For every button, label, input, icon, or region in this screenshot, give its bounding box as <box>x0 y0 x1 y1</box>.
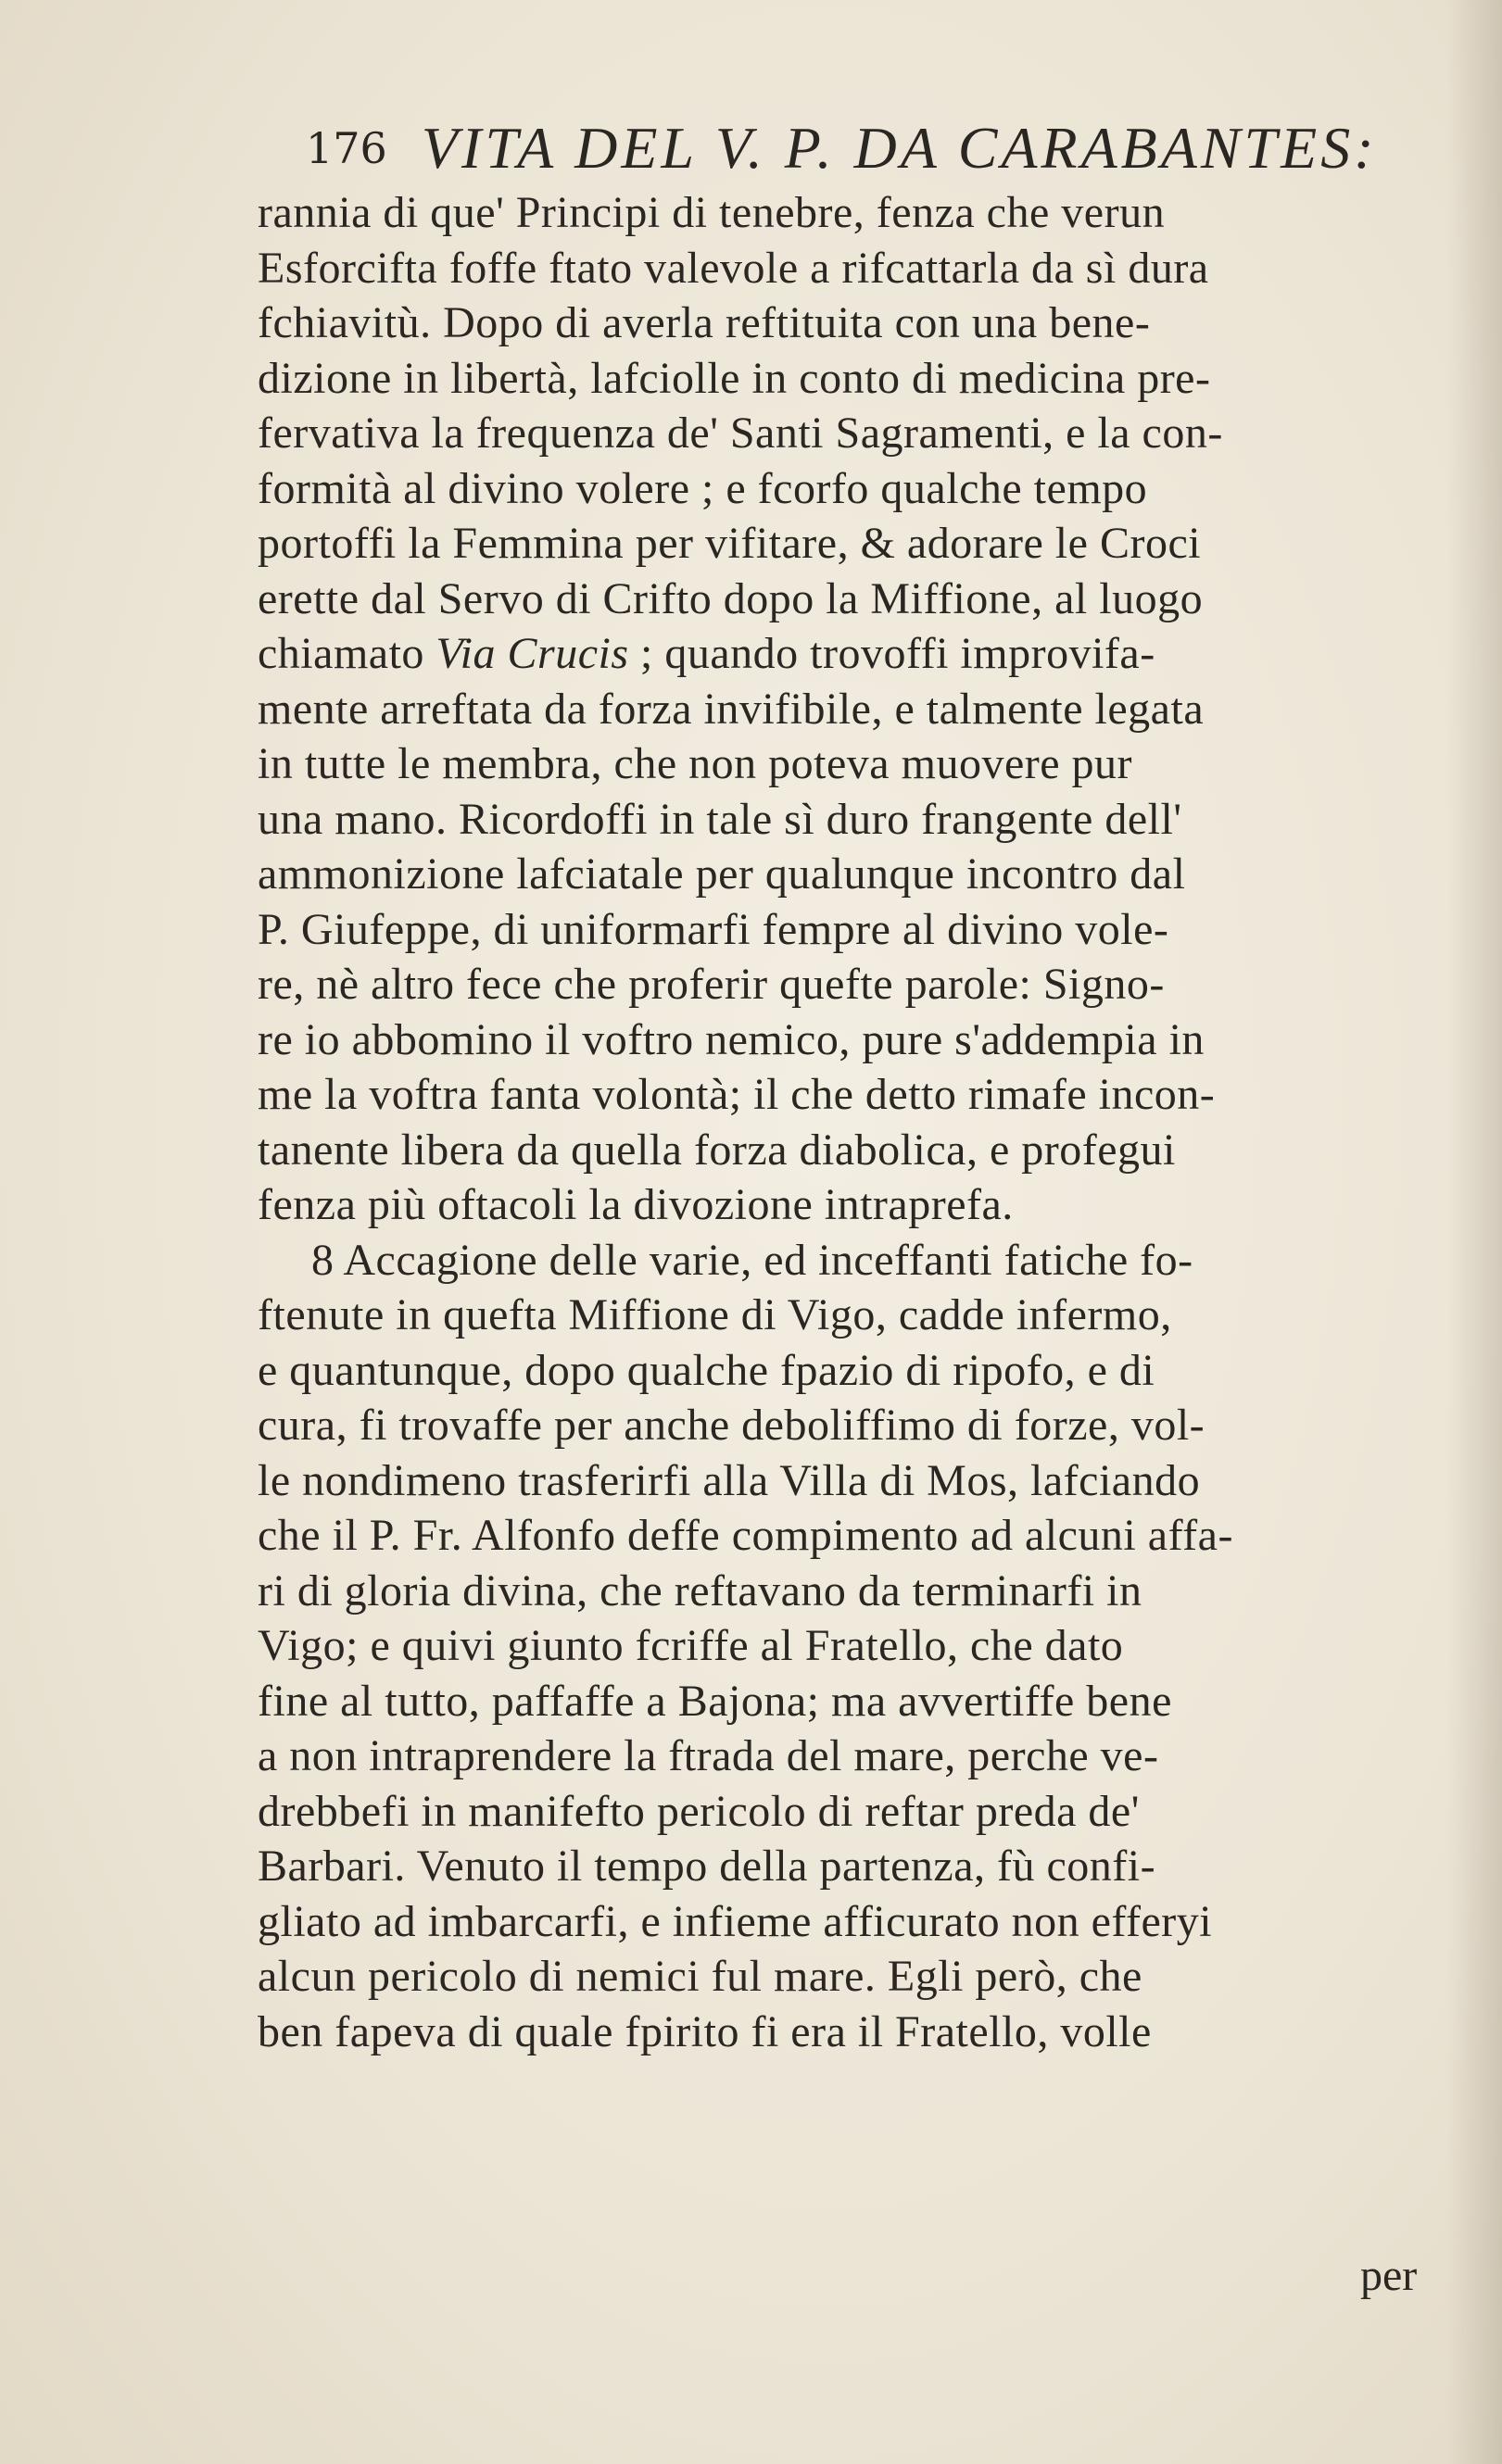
text-line: dizione in libertà, lafciolle in conto di medicina pre- <box>258 353 1211 403</box>
text-line: alcun pericolo di nemici ful mare. Egli però, che <box>258 1952 1142 2001</box>
text-line: portoffi la Femmina per vifitare, & adorare le Croci <box>258 519 1202 568</box>
text-line: fine al tutto, paffaffe a Bajona; ma avvertiffe bene <box>258 1676 1172 1726</box>
text-line: rannia di que' Principi di tenebre, fenza che verun <box>258 188 1166 237</box>
text-line: P. Giufeppe, di uniformarfi fempre al divino vole- <box>258 904 1169 954</box>
catchword: per <box>1360 2251 1418 2300</box>
text-line: Barbari. Venuto il tempo della partenza, fù confi- <box>258 1842 1156 1891</box>
text-segment: chiamato <box>258 629 436 678</box>
text-line: me la voftra fanta volontà; il che detto rimafe incon- <box>258 1070 1216 1119</box>
text-line: erette dal Servo di Crifto dopo la Miffione, al luogo <box>258 573 1204 623</box>
text-line: mente arreftata da forza invifibile, e talmente legata <box>258 684 1205 734</box>
text-line: e quantunque, dopo qualche fpazio di ripofo, e di <box>258 1345 1155 1395</box>
text-line: ben fapeva di quale fpirito fi era il Fratello, volle <box>258 2006 1152 2056</box>
running-head: VITA DEL V. P. DA CARABANTES: <box>421 115 1378 181</box>
text-line: che il P. Fr. Alfonfo deffe compimento ad alcuni affa- <box>258 1511 1233 1560</box>
text-line: formità al divino volere ; e fcorfo qualche tempo <box>258 463 1148 513</box>
text-line: re, nè altro fece che proferir quefte parole: Signo- <box>258 960 1165 1009</box>
text-line <box>258 626 1497 682</box>
page-header <box>306 111 1501 185</box>
text-line: una mano. Ricordoffi in tale sì duro frangente dell' <box>258 794 1182 844</box>
text-line: fenza più oftacoli la divozione intraprefa. <box>258 1180 1014 1229</box>
text-line: drebbefi in manifefto pericolo di reftar preda de' <box>258 1786 1140 1836</box>
text-line: a non intraprendere la ftrada del mare, perche ve- <box>258 1731 1159 1780</box>
text-line: ri di gloria divina, che reftavano da terminarfi in <box>258 1565 1142 1615</box>
italic-phrase-via-crucis: Via Crucis <box>435 629 629 678</box>
page-number: 176 <box>306 123 387 173</box>
text-line: gliato ad imbarcarfi, e infieme afficurato non efferyi <box>258 1896 1213 1946</box>
text-line: Esforcifta foffe ftato valevole a rifcattarla da sì dura <box>258 243 1209 293</box>
text-line: fervativa la frequenza de' Santi Sagramenti, e la con- <box>258 409 1223 458</box>
text-line: cura, fi trovaffe per anche deboliffimo di forze, vol- <box>258 1401 1205 1450</box>
paragraph-start-line: 8 Accagione delle varie, ed inceffanti fatiche fo- <box>311 1235 1193 1285</box>
text-line: ammonizione lafciatale per qualunque incontro dal <box>258 849 1186 899</box>
text-line: re io abbomino il voftro nemico, pure s'addempia in <box>258 1014 1205 1064</box>
text-line: le nondimeno trasferirfi alla Villa di Mos, lafciando <box>258 1455 1201 1505</box>
text-line: in tutte le membra, che non poteva muovere pur <box>258 739 1133 788</box>
text-line: tanente libera da quella forza diabolica, e profegui <box>258 1125 1176 1175</box>
text-line: ftenute in quefta Miffione di Vigo, cadde infermo, <box>258 1290 1172 1339</box>
text-segment: ; quando trovoffi improvifa- <box>628 629 1155 678</box>
text-line: Vigo; e quivi giunto fcriffe al Fratello, che dato <box>258 1621 1124 1670</box>
text-line: fchiavitù. Dopo di averla reftituita con una bene- <box>258 298 1151 347</box>
body-text <box>258 185 1497 2371</box>
